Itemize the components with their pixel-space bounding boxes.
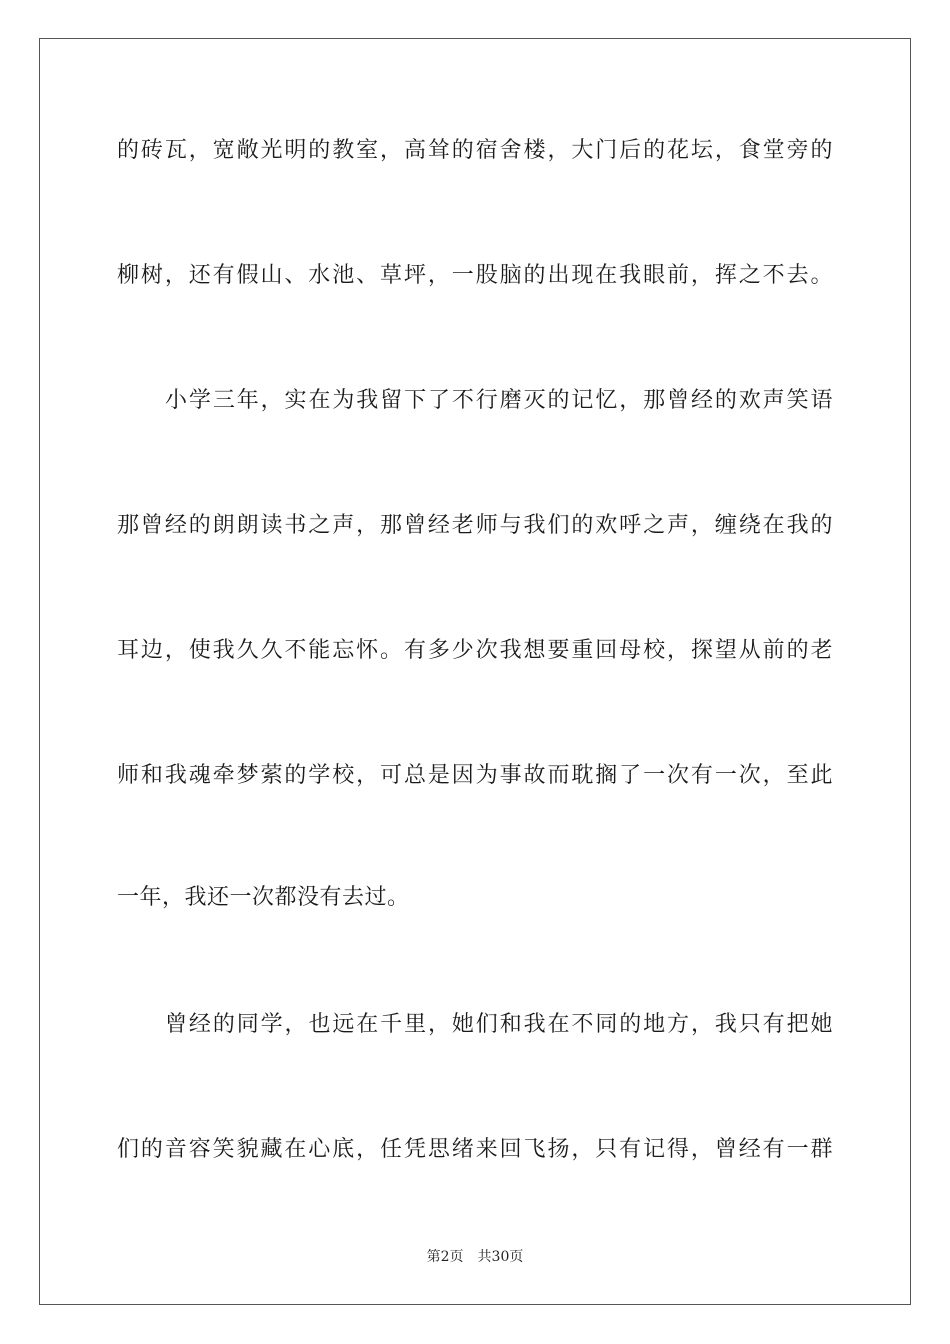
page-border [39, 38, 911, 1305]
text-line: 那曾经的朗朗读书之声，那曾经老师与我们的欢呼之声，缠绕在我的 [117, 513, 833, 538]
paragraph-last-line: 一年，我还一次都没有去过。 [117, 885, 410, 910]
text-line: 柳树，还有假山、水池、草坪，一股脑的出现在我眼前，挥之不去。 [117, 263, 833, 288]
text-line: 的砖瓦，宽敞光明的教室，高耸的宿舍楼，大门后的花坛，食堂旁的 [117, 138, 833, 163]
text-line: 们的音容笑貌藏在心底，任凭思绪来回飞扬，只有记得，曾经有一群 [117, 1137, 833, 1162]
text-line: 耳边，使我久久不能忘怀。有多少次我想要重回母校，探望从前的老 [117, 638, 833, 663]
page-number: 第2页 [426, 1249, 464, 1265]
text-line: 师和我魂牵梦萦的学校，可总是因为事故而耽搁了一次有一次，至此 [117, 763, 833, 788]
paragraph-first-line: 曾经的同学，也远在千里，她们和我在不同的地方，我只有把她 [165, 1012, 833, 1037]
page-total: 共30页 [477, 1249, 524, 1265]
paragraph-first-line: 小学三年，实在为我留下了不行磨灭的记忆，那曾经的欢声笑语 [165, 388, 833, 413]
page-footer [0, 1247, 950, 1267]
